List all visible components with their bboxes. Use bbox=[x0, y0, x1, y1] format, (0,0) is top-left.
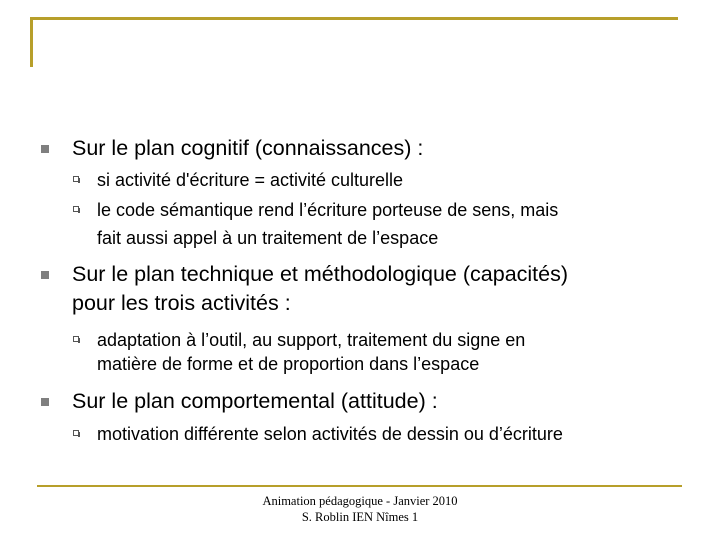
sub-bullet-marker-icon bbox=[73, 176, 79, 182]
bullet-marker-square-icon bbox=[41, 398, 49, 406]
bullet-marker-square-icon bbox=[41, 145, 49, 153]
bullet-2-sub-1-line-1: adaptation à l’outil, au support, traitement du signe en bbox=[97, 330, 526, 350]
sub-bullet-marker-icon bbox=[73, 430, 79, 436]
bullet-1-sub-2-line-1: le code sémantique rend l’écriture porteuse de sens, mais bbox=[97, 200, 559, 220]
bullet-1-text: Sur le plan cognitif (connaissances) : bbox=[72, 136, 424, 160]
footer-rule bbox=[37, 485, 682, 487]
bullet-1-sub-2-line-2: fait aussi appel à un traitement de l’espace bbox=[97, 228, 439, 248]
bullet-marker-square-icon bbox=[41, 271, 49, 279]
bullet-1-sub-1-line-1: si activité d'écriture = activité culturelle bbox=[97, 170, 404, 190]
bullet-3-sub-1-line-1: motivation différente selon activités de dessin ou d’écriture bbox=[97, 424, 563, 444]
bullet-3-text: Sur le plan comportemental (attitude) : bbox=[72, 389, 438, 413]
sub-bullet-marker-icon bbox=[73, 336, 79, 342]
bullet-2-line-2: pour les trois activités : bbox=[72, 291, 291, 315]
bullet-2-sub-1-line-2: matière de forme et de proportion dans l’espace bbox=[97, 354, 480, 374]
sub-bullet-marker-icon bbox=[73, 206, 79, 212]
bullet-2-line-1: Sur le plan technique et méthodologique (capacités) bbox=[72, 262, 569, 286]
footer-line-1: Animation pédagogique - Janvier 2010 bbox=[262, 494, 458, 508]
footer-line-2: S. Roblin IEN Nîmes 1 bbox=[301, 510, 419, 524]
footer bbox=[200, 493, 520, 525]
